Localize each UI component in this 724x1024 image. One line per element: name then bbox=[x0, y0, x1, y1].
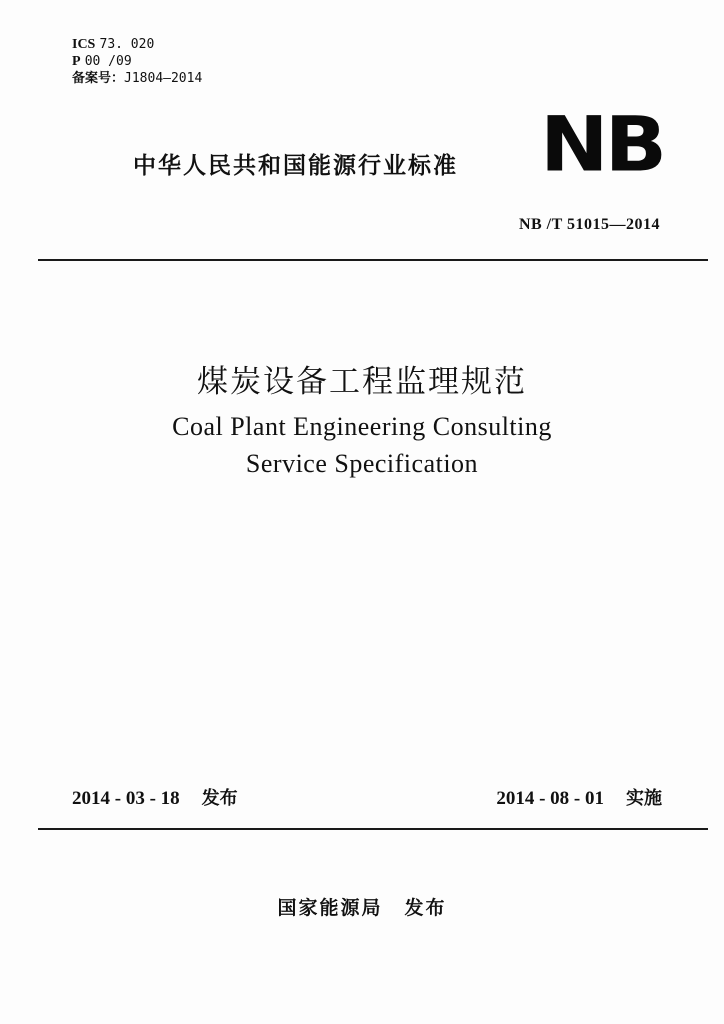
publisher-label: 发布 bbox=[404, 897, 447, 919]
issue-date: 2014 - 03 - 18 bbox=[72, 788, 180, 809]
p-value: 00 /09 bbox=[84, 54, 132, 69]
p-label: P bbox=[72, 54, 81, 69]
issue-date-block bbox=[72, 784, 238, 810]
record-line bbox=[72, 70, 202, 87]
ics-value: 73. 020 bbox=[99, 37, 155, 52]
standard-category: 中华人民共和国能源行业标准 bbox=[133, 153, 458, 179]
top-divider bbox=[38, 259, 708, 261]
nb-logo: NB bbox=[540, 101, 664, 189]
effective-label: 实施 bbox=[626, 788, 662, 809]
title-english-line-2: Service Specification bbox=[245, 449, 479, 478]
ics-label: ICS bbox=[72, 37, 96, 52]
standard-code: NB /T 51015—2014 bbox=[518, 216, 660, 233]
publisher-line bbox=[0, 893, 724, 920]
record-value: J1804—2014 bbox=[124, 71, 203, 86]
p-line bbox=[72, 53, 202, 70]
title-english bbox=[0, 408, 724, 482]
issue-label: 发布 bbox=[201, 788, 238, 809]
classification-block bbox=[72, 36, 202, 87]
title-english-line-1: Coal Plant Engineering Consulting bbox=[172, 412, 552, 441]
publisher-name: 国家能源局 bbox=[277, 897, 383, 919]
ics-line bbox=[72, 36, 202, 53]
title-chinese: 煤炭设备工程监理规范 bbox=[197, 364, 527, 400]
effective-date-block bbox=[496, 784, 662, 810]
bottom-divider bbox=[38, 828, 708, 830]
effective-date: 2014 - 08 - 01 bbox=[496, 788, 604, 809]
record-label: 备案号： bbox=[72, 71, 125, 86]
